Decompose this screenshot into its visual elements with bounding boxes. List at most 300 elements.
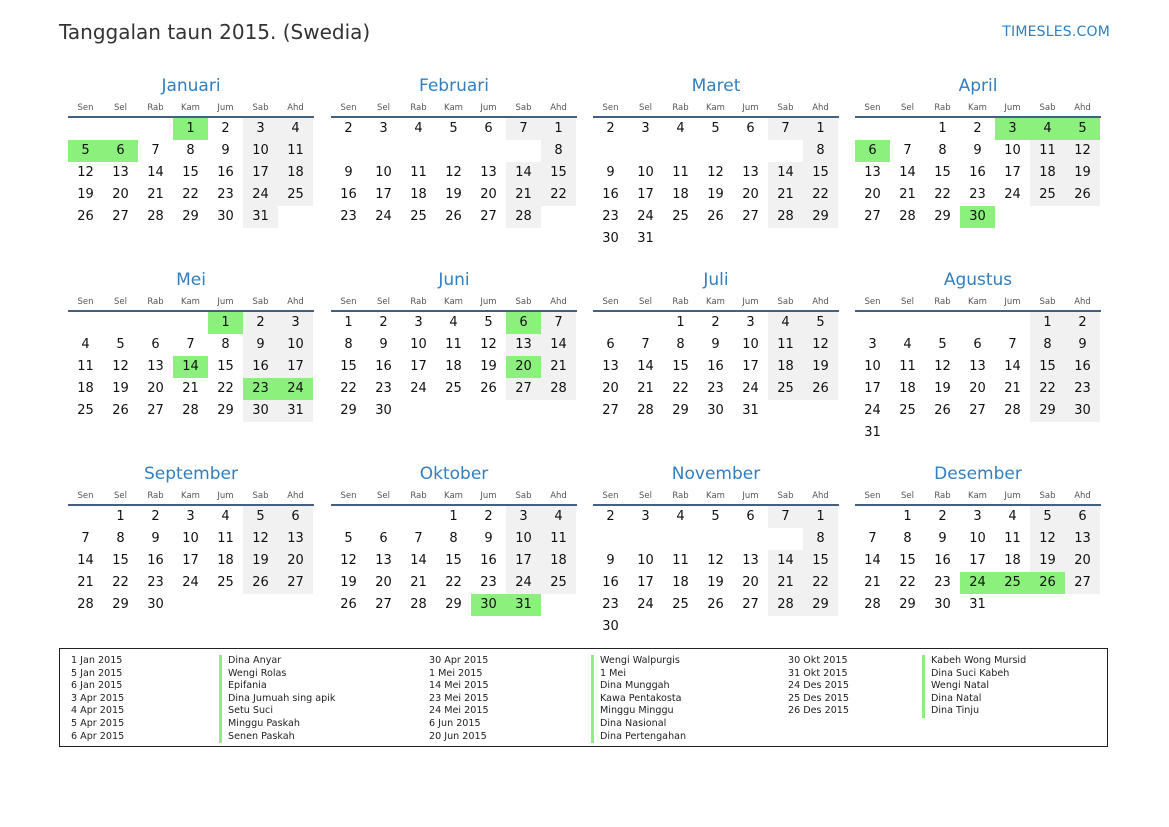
weekday-label: Ahd — [287, 103, 304, 113]
day-cell: 2 — [221, 121, 230, 136]
day-cell: 25 — [77, 403, 94, 418]
weekday-header — [855, 102, 1101, 114]
day-cell: 2 — [973, 121, 982, 136]
day-cell: 10 — [864, 359, 881, 374]
day-cell: 1 — [449, 509, 458, 524]
holiday-date: 1 Jan 2015 — [71, 655, 123, 666]
day-cell: 9 — [221, 143, 230, 158]
day-cell: 10 — [278, 334, 313, 356]
weekday-header — [593, 490, 839, 502]
weekday-label: Rab — [934, 297, 951, 307]
day-cell: 7 — [641, 337, 650, 352]
day-cell: 3 — [379, 121, 388, 136]
weekday-label: Sen — [77, 491, 94, 501]
day-cell: 9 — [606, 553, 615, 568]
weekday-label: Ahd — [812, 491, 829, 501]
day-cell: 11 — [672, 165, 689, 180]
day-cell: 4 — [541, 506, 576, 528]
month-title: Mei — [176, 270, 206, 290]
day-cell: 7 — [768, 118, 803, 140]
weekday-label: Ahd — [550, 103, 567, 113]
day-cell: 30 — [375, 403, 392, 418]
day-cell: 11 — [541, 528, 576, 550]
day-cell: 15 — [217, 359, 234, 374]
day-cell: 18 — [672, 187, 689, 202]
weekday-label: Jum — [1004, 297, 1021, 307]
day-cell: 2 — [606, 509, 615, 524]
weekday-label: Jum — [742, 103, 759, 113]
month-maret — [593, 76, 839, 262]
day-grid — [331, 118, 577, 228]
holiday-day-cell: 24 — [960, 572, 995, 594]
day-cell: 27 — [969, 403, 986, 418]
day-cell: 11 — [278, 140, 313, 162]
day-cell: 4 — [903, 337, 912, 352]
day-cell: 3 — [278, 312, 313, 334]
day-cell: 4 — [1008, 509, 1017, 524]
day-cell: 18 — [77, 381, 94, 396]
day-cell: 12 — [934, 359, 951, 374]
weekday-label: Rab — [672, 103, 689, 113]
holiday-day-cell: 4 — [1030, 118, 1065, 140]
day-cell: 12 — [112, 359, 129, 374]
holiday-date: 31 Okt 2015 — [788, 667, 848, 679]
day-cell: 14 — [1004, 359, 1021, 374]
day-cell: 8 — [803, 140, 838, 162]
day-cell: 7 — [768, 506, 803, 528]
day-cell: 2 — [711, 315, 720, 330]
day-cell: 2 — [484, 509, 493, 524]
day-cell: 9 — [1065, 334, 1100, 356]
day-cell: 10 — [1004, 143, 1021, 158]
weekday-label: Sel — [114, 297, 127, 307]
weekday-label: Sab — [777, 297, 794, 307]
holiday-date: 5 Apr 2015 — [71, 717, 125, 729]
weekday-label: Jum — [742, 491, 759, 501]
holiday-date: 24 Mei 2015 — [429, 705, 489, 717]
day-cell: 6 — [151, 337, 160, 352]
day-cell: 18 — [768, 356, 803, 378]
day-cell: 20 — [112, 187, 129, 202]
day-cell: 24 — [637, 597, 654, 612]
weekday-header — [593, 102, 839, 114]
day-cell: 11 — [217, 531, 234, 546]
day-cell: 23 — [217, 187, 234, 202]
day-cell: 5 — [449, 121, 458, 136]
day-cell: 20 — [742, 575, 759, 590]
weekday-label: Rab — [410, 297, 427, 307]
holiday-name: Dina Munggah — [591, 680, 686, 693]
day-cell: 30 — [602, 231, 619, 246]
weekday-label: Rab — [147, 103, 164, 113]
day-cell: 10 — [637, 165, 654, 180]
day-cell: 16 — [480, 553, 497, 568]
weekday-label: Sel — [901, 491, 914, 501]
day-cell: 29 — [1030, 400, 1065, 422]
holiday-name: Wengi Natal — [922, 680, 1026, 693]
weekday-header — [331, 490, 577, 502]
day-cell: 28 — [182, 403, 199, 418]
holiday-date-column — [429, 655, 489, 743]
weekday-label: Kam — [706, 491, 725, 501]
day-cell: 27 — [864, 209, 881, 224]
day-cell: 3 — [973, 509, 982, 524]
day-cell: 27 — [602, 403, 619, 418]
day-cell: 8 — [1030, 334, 1065, 356]
day-cell: 21 — [541, 356, 576, 378]
day-cell: 16 — [602, 187, 619, 202]
day-cell: 23 — [480, 575, 497, 590]
weekday-label: Jum — [1004, 491, 1021, 501]
day-cell: 13 — [1065, 528, 1100, 550]
holiday-date-column — [71, 655, 124, 743]
day-cell: 19 — [480, 359, 497, 374]
day-cell: 30 — [602, 619, 619, 634]
weekday-label: Sen — [602, 103, 619, 113]
weekday-label: Sab — [1039, 103, 1056, 113]
weekday-label: Ahd — [1074, 297, 1091, 307]
day-cell: 2 — [379, 315, 388, 330]
holiday-day-cell: 6 — [103, 140, 138, 162]
day-cell: 6 — [379, 531, 388, 546]
day-grid — [593, 312, 839, 422]
day-cell: 12 — [243, 528, 278, 550]
day-cell: 17 — [243, 162, 278, 184]
day-cell: 28 — [506, 206, 541, 228]
holiday-date: 5 Jan 2015 — [71, 667, 123, 679]
weekday-label: Sen — [864, 491, 881, 501]
day-cell: 24 — [410, 381, 427, 396]
day-cell: 24 — [375, 209, 392, 224]
day-cell: 18 — [1030, 162, 1065, 184]
weekday-label: Sab — [252, 103, 269, 113]
day-cell: 15 — [803, 162, 838, 184]
day-cell: 4 — [278, 118, 313, 140]
day-cell: 13 — [112, 165, 129, 180]
day-cell: 22 — [899, 575, 916, 590]
day-cell: 13 — [375, 553, 392, 568]
day-cell: 1 — [803, 118, 838, 140]
day-cell: 4 — [221, 509, 230, 524]
day-cell: 4 — [768, 312, 803, 334]
day-cell: 14 — [637, 359, 654, 374]
holiday-date: 6 Jan 2015 — [71, 680, 123, 692]
day-cell: 12 — [803, 334, 838, 356]
day-cell: 11 — [768, 334, 803, 356]
day-cell: 19 — [707, 187, 724, 202]
day-cell: 30 — [217, 209, 234, 224]
holiday-day-cell: 25 — [995, 572, 1030, 594]
holiday-name: Setu Suci — [219, 705, 335, 718]
month-september — [68, 464, 314, 650]
day-cell: 21 — [506, 184, 541, 206]
day-cell: 8 — [221, 337, 230, 352]
day-grid — [593, 506, 839, 638]
month-title: Juli — [703, 270, 729, 290]
weekday-label: Rab — [672, 491, 689, 501]
day-cell: 5 — [344, 531, 353, 546]
holiday-name: Minggu Paskah — [219, 718, 335, 731]
month-title: Oktober — [419, 464, 489, 484]
holiday-day-cell: 14 — [173, 356, 208, 378]
day-cell: 13 — [278, 528, 313, 550]
holiday-name: Wengi Rolas — [219, 668, 335, 681]
day-cell: 5 — [1030, 506, 1065, 528]
day-cell: 3 — [243, 118, 278, 140]
day-cell: 23 — [147, 575, 164, 590]
day-cell: 30 — [707, 403, 724, 418]
day-cell: 4 — [81, 337, 90, 352]
holiday-name: Kawa Pentakosta — [591, 693, 686, 706]
weekday-label: Rab — [147, 297, 164, 307]
weekday-label: Ahd — [1074, 491, 1091, 501]
day-cell: 11 — [1030, 140, 1065, 162]
day-cell: 24 — [742, 381, 759, 396]
day-cell: 23 — [934, 575, 951, 590]
day-cell: 9 — [606, 165, 615, 180]
holiday-day-cell: 6 — [506, 312, 541, 334]
holiday-name: Dina Natal — [922, 693, 1026, 706]
day-cell: 26 — [480, 381, 497, 396]
day-cell: 25 — [672, 209, 689, 224]
holiday-name-column — [591, 655, 686, 743]
holiday-name: Dina Jumuah sing apik — [219, 693, 335, 706]
day-cell: 18 — [541, 550, 576, 572]
day-cell: 6 — [484, 121, 493, 136]
day-cell: 22 — [803, 572, 838, 594]
day-cell: 28 — [410, 597, 427, 612]
day-cell: 22 — [340, 381, 357, 396]
day-cell: 9 — [711, 337, 720, 352]
day-grid — [855, 312, 1101, 444]
day-cell: 4 — [676, 509, 685, 524]
day-cell: 28 — [768, 594, 803, 616]
day-cell: 7 — [903, 143, 912, 158]
day-cell: 30 — [1065, 400, 1100, 422]
day-cell: 14 — [899, 165, 916, 180]
day-cell: 22 — [182, 187, 199, 202]
weekday-header — [855, 296, 1101, 308]
day-cell: 10 — [182, 531, 199, 546]
day-cell: 8 — [116, 531, 125, 546]
day-cell: 7 — [1008, 337, 1017, 352]
day-cell: 13 — [480, 165, 497, 180]
day-cell: 17 — [506, 550, 541, 572]
day-cell: 17 — [742, 359, 759, 374]
day-cell: 21 — [768, 184, 803, 206]
day-grid — [68, 506, 314, 616]
day-cell: 22 — [112, 575, 129, 590]
day-cell: 30 — [147, 597, 164, 612]
day-cell: 9 — [379, 337, 388, 352]
day-cell: 25 — [1030, 184, 1065, 206]
day-cell: 21 — [77, 575, 94, 590]
day-cell: 26 — [77, 209, 94, 224]
day-cell: 3 — [746, 315, 755, 330]
day-cell: 21 — [768, 572, 803, 594]
day-cell: 25 — [445, 381, 462, 396]
day-cell: 10 — [637, 553, 654, 568]
weekday-label: Sen — [77, 297, 94, 307]
day-grid — [68, 118, 314, 228]
holiday-date: 6 Apr 2015 — [71, 730, 125, 742]
day-cell: 29 — [445, 597, 462, 612]
day-cell: 20 — [480, 187, 497, 202]
weekday-label: Sel — [639, 297, 652, 307]
day-cell: 5 — [711, 509, 720, 524]
month-april — [855, 76, 1101, 262]
day-cell: 12 — [1065, 140, 1100, 162]
day-cell: 21 — [410, 575, 427, 590]
day-cell: 11 — [77, 359, 94, 374]
day-cell: 12 — [480, 337, 497, 352]
holiday-date: 4 Apr 2015 — [71, 705, 125, 717]
holiday-day-cell: 5 — [1065, 118, 1100, 140]
day-cell: 7 — [186, 337, 195, 352]
day-cell: 13 — [506, 334, 541, 356]
weekday-label: Sen — [864, 103, 881, 113]
day-cell: 26 — [112, 403, 129, 418]
day-cell: 13 — [969, 359, 986, 374]
weekday-label: Rab — [410, 103, 427, 113]
day-cell: 28 — [637, 403, 654, 418]
day-cell: 19 — [707, 575, 724, 590]
day-cell: 13 — [742, 165, 759, 180]
day-cell: 18 — [278, 162, 313, 184]
day-cell: 9 — [484, 531, 493, 546]
day-cell: 5 — [484, 315, 493, 330]
day-cell: 19 — [1030, 550, 1065, 572]
day-cell: 9 — [151, 531, 160, 546]
weekday-header — [331, 296, 577, 308]
day-cell: 16 — [969, 165, 986, 180]
day-cell: 24 — [182, 575, 199, 590]
month-title: Juni — [438, 270, 470, 290]
day-cell: 6 — [746, 121, 755, 136]
weekday-header — [593, 296, 839, 308]
weekday-label: Kam — [968, 491, 987, 501]
day-cell: 25 — [541, 572, 576, 594]
weekday-label: Ahd — [287, 297, 304, 307]
holiday-name: Dina Pertengahan — [591, 731, 686, 744]
weekday-label: Sen — [602, 491, 619, 501]
weekday-label: Kam — [181, 491, 200, 501]
day-cell: 1 — [938, 121, 947, 136]
day-cell: 10 — [410, 337, 427, 352]
day-cell: 21 — [147, 187, 164, 202]
day-cell: 24 — [506, 572, 541, 594]
day-cell: 19 — [445, 187, 462, 202]
day-cell: 15 — [899, 553, 916, 568]
month-title: Agustus — [943, 270, 1013, 290]
day-cell: 8 — [186, 143, 195, 158]
day-cell: 21 — [864, 575, 881, 590]
day-cell: 14 — [506, 162, 541, 184]
weekday-label: Sel — [377, 103, 390, 113]
day-cell: 26 — [445, 209, 462, 224]
day-cell: 19 — [112, 381, 129, 396]
holiday-name: Senen Paskah — [219, 731, 335, 744]
day-cell: 31 — [864, 425, 881, 440]
day-cell: 18 — [217, 553, 234, 568]
weekday-label: Sen — [340, 491, 357, 501]
day-cell: 26 — [707, 597, 724, 612]
day-cell: 19 — [803, 356, 838, 378]
day-cell: 18 — [445, 359, 462, 374]
site-link[interactable]: TIMESLES.COM — [1002, 24, 1110, 40]
day-cell: 23 — [602, 209, 619, 224]
day-cell: 17 — [969, 553, 986, 568]
day-cell: 28 — [899, 209, 916, 224]
day-cell: 13 — [864, 165, 881, 180]
day-cell: 6 — [606, 337, 615, 352]
day-cell: 2 — [1065, 312, 1100, 334]
day-cell: 16 — [602, 575, 619, 590]
day-cell: 27 — [480, 209, 497, 224]
day-cell: 23 — [602, 597, 619, 612]
day-cell: 16 — [147, 553, 164, 568]
day-cell: 25 — [410, 209, 427, 224]
day-cell: 22 — [217, 381, 234, 396]
day-cell: 27 — [375, 597, 392, 612]
day-cell: 29 — [672, 403, 689, 418]
day-cell: 23 — [375, 381, 392, 396]
weekday-label: Kam — [968, 297, 987, 307]
day-cell: 16 — [934, 553, 951, 568]
day-cell: 5 — [116, 337, 125, 352]
holiday-date: 23 Mei 2015 — [429, 692, 489, 704]
day-cell: 13 — [147, 359, 164, 374]
day-cell: 18 — [1004, 553, 1021, 568]
day-cell: 13 — [742, 553, 759, 568]
day-cell: 3 — [868, 337, 877, 352]
day-cell: 28 — [768, 206, 803, 228]
day-cell: 27 — [278, 572, 313, 594]
day-cell: 17 — [864, 381, 881, 396]
holiday-name: Dina Anyar — [219, 655, 335, 668]
day-cell: 21 — [1004, 381, 1021, 396]
day-cell: 13 — [602, 359, 619, 374]
day-cell: 14 — [77, 553, 94, 568]
day-cell: 28 — [1004, 403, 1021, 418]
day-cell: 19 — [934, 381, 951, 396]
weekday-label: Jum — [480, 297, 497, 307]
weekday-label: Sen — [77, 103, 94, 113]
day-grid — [855, 506, 1101, 616]
day-cell: 17 — [410, 359, 427, 374]
day-cell: 26 — [340, 597, 357, 612]
holiday-day-cell: 6 — [855, 140, 890, 162]
day-cell: 21 — [899, 187, 916, 202]
weekday-label: Rab — [934, 103, 951, 113]
holiday-day-cell: 1 — [208, 312, 243, 334]
day-cell: 15 — [1030, 356, 1065, 378]
day-cell: 29 — [803, 594, 838, 616]
day-cell: 17 — [1004, 165, 1021, 180]
day-cell: 16 — [243, 356, 278, 378]
weekday-label: Jum — [480, 491, 497, 501]
holiday-date: 20 Jun 2015 — [429, 730, 487, 742]
day-cell: 10 — [243, 140, 278, 162]
day-cell: 15 — [340, 359, 357, 374]
day-cell: 16 — [707, 359, 724, 374]
day-cell: 7 — [151, 143, 160, 158]
weekday-label: Sab — [515, 491, 532, 501]
day-cell: 28 — [147, 209, 164, 224]
day-cell: 1 — [116, 509, 125, 524]
day-cell: 25 — [217, 575, 234, 590]
day-cell: 19 — [340, 575, 357, 590]
